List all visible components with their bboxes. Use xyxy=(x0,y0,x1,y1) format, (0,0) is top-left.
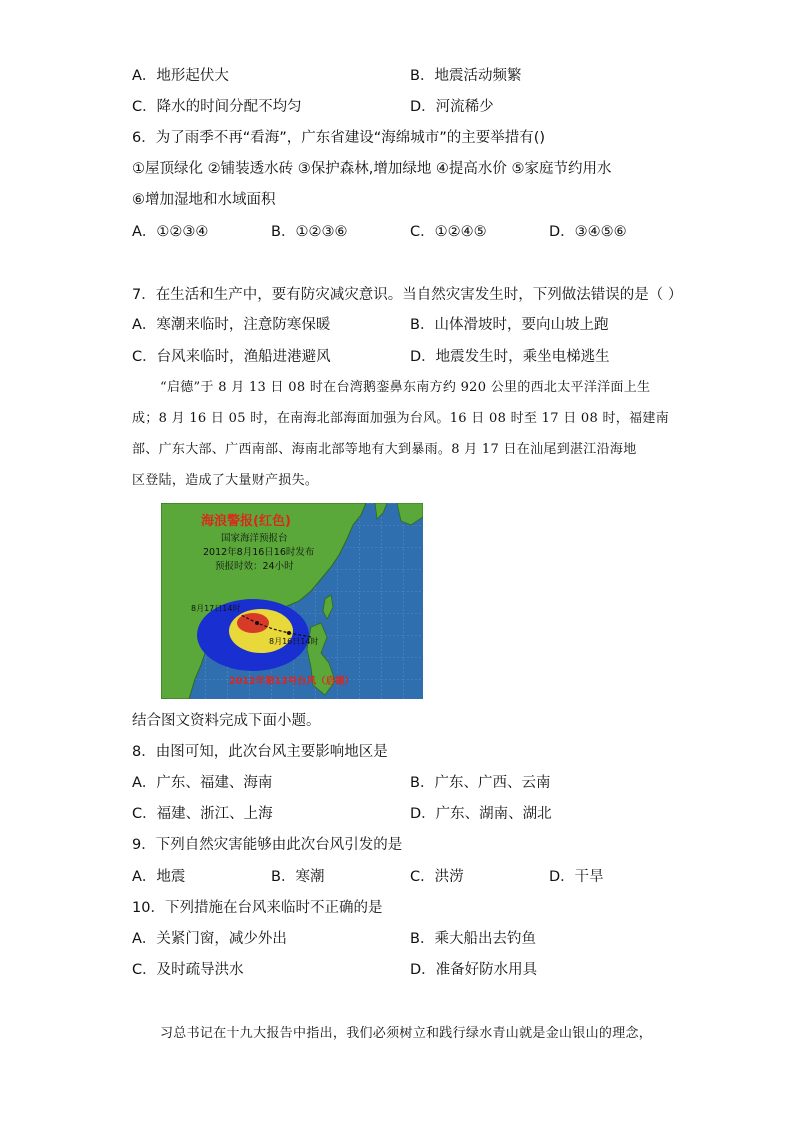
passage-line-2: 成；8 月 16 日 05 时，在南海北部海面加强为台风。16 日 08 时至 17 日 08 时，福建南 xyxy=(132,411,670,426)
q9-option-c: C．洪涝 xyxy=(410,869,464,885)
q9-option-b: B．寒潮 xyxy=(271,869,325,885)
passage-line-1: “启德”于 8 月 13 日 08 时在台湾鹅銮鼻东南方约 920 公里的西北太平洋洋面上生 xyxy=(160,380,651,395)
footer-passage: 习总书记在十九大报告中指出，我们必须树立和践行绿水青山就是金山银山的理念， xyxy=(160,1026,653,1041)
q7-option-c: C．台风来临时，渔船进港避风 xyxy=(132,349,331,365)
q6-option-b: B．①②③⑥ xyxy=(271,224,348,240)
instruction: 结合图文资料完成下面小题。 xyxy=(132,713,321,729)
q8-option-d: D．广东、湖南、湖北 xyxy=(410,806,552,822)
typhoon-wave-warning-map xyxy=(161,503,423,699)
map-caption: 2012年第13号台风（启德） xyxy=(229,676,355,687)
q5-option-c: C．降水的时间分配不均匀 xyxy=(132,99,302,115)
q10-option-a: A．关紧门窗，减少外出 xyxy=(132,931,287,947)
map-valid-time: 预报时效：24小时 xyxy=(215,561,294,572)
q6-option-c: C．①②④⑤ xyxy=(410,224,487,240)
q6-option-d: D．③④⑤⑥ xyxy=(549,224,627,240)
q5-option-a: A．地形起伏大 xyxy=(132,68,229,84)
q7-option-a: A．寒潮来临时，注意防寒保暖 xyxy=(132,317,331,333)
q6-measures-line2: ⑥增加湿地和水域面积 xyxy=(132,192,276,208)
q6-option-a: A．①②③④ xyxy=(132,224,209,240)
q6-stem: 6．为了雨季不再“看海”，广东省建设“海绵城市”的主要举措有() xyxy=(132,130,546,146)
q8-option-c: C．福建、浙江、上海 xyxy=(132,806,273,822)
q8-option-a: A．广东、福建、海南 xyxy=(132,775,273,791)
q5-option-d: D．河流稀少 xyxy=(410,99,494,115)
q9-option-d: D．干旱 xyxy=(549,869,604,885)
passage-line-3: 部、广东大部、广西南部、海南北部等地有大到暴雨。8 月 17 日在汕尾到湛江沿海地 xyxy=(132,442,637,457)
q9-option-a: A．地震 xyxy=(132,869,186,885)
map-issuer: 国家海洋预报台 xyxy=(221,533,288,544)
q8-option-b: B．广东、广西、云南 xyxy=(410,775,551,791)
q6-measures-line1: ①屋顶绿化 ②铺装透水砖 ③保护森林,增加绿地 ④提高水价 ⑤家庭节约用水 xyxy=(132,161,612,177)
q7-option-b: B．山体滑坡时，要向山坡上跑 xyxy=(410,317,609,333)
q5-option-b: B．地震活动频繁 xyxy=(410,68,522,84)
map-title: 海浪警报(红色) xyxy=(201,514,291,529)
track-label-17th: 8月17日14时 xyxy=(191,604,241,613)
q10-option-c: C．及时疏导洪水 xyxy=(132,962,244,978)
q7-stem: 7．在生活和生产中，要有防灾减灾意识。当自然灾害发生时，下列做法错误的是（ ） xyxy=(132,287,683,303)
q10-stem: 10．下列措施在台风来临时不正确的是 xyxy=(132,900,383,916)
map-issued-time: 2012年8月16日16时发布 xyxy=(203,547,315,558)
q8-stem: 8．由图可知，此次台风主要影响地区是 xyxy=(132,744,388,760)
q10-option-b: B．乘大船出去钓鱼 xyxy=(410,931,536,947)
passage-line-4: 区登陆，造成了大量财产损失。 xyxy=(132,473,319,488)
q9-stem: 9．下列自然灾害能够由此次台风引发的是 xyxy=(132,837,403,853)
q10-option-d: D．准备好防水用具 xyxy=(410,962,538,978)
track-label-16th: 8月16日14时 xyxy=(269,637,319,646)
q7-option-d: D．地震发生时，乘坐电梯逃生 xyxy=(410,349,610,365)
